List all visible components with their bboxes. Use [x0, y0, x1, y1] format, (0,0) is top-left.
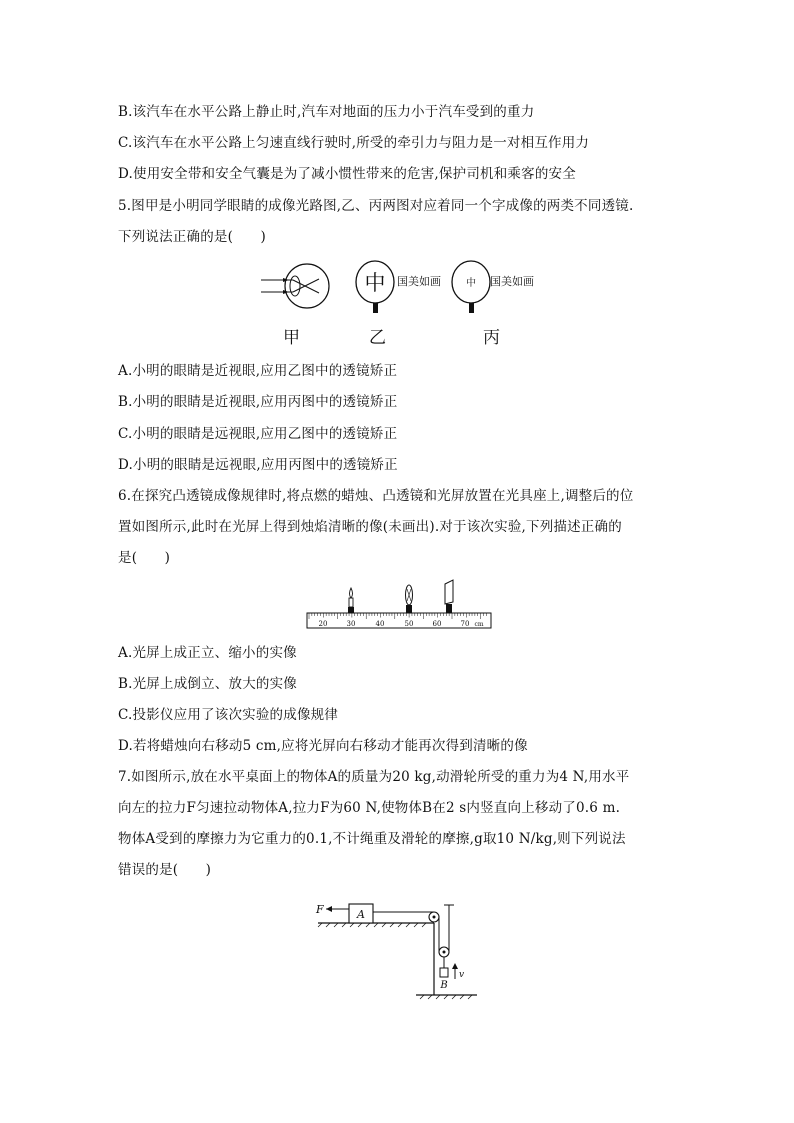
option-b-q4: B.该汽车在水平公路上静止时,汽车对地面的压力小于汽车受到的重力 — [118, 104, 535, 120]
q5-stem-2: 下列说法正确的是( ) — [118, 229, 266, 245]
label-jia: 甲 — [283, 328, 300, 348]
q6-option-d: D.若将蜡烛向右移动5 cm,应将光屏向右移动才能再次得到清晰的像 — [118, 738, 528, 754]
eye-diagram — [261, 264, 329, 308]
lens-bing — [452, 261, 534, 313]
lens-yi-text: 国美如画 — [397, 275, 441, 288]
light-screen — [445, 580, 453, 613]
velocity-label: v — [459, 970, 465, 980]
q6-optical-bench — [305, 578, 495, 634]
q7-pulley-figure — [312, 895, 487, 1007]
block-b-label: B — [440, 980, 448, 991]
lens-bing-text: 国美如画 — [490, 275, 534, 288]
q7-stem-3: 物体A受到的摩擦力为它重力的0.1,不计绳重及滑轮的摩擦,g取10 N/kg,则下列说法 — [118, 831, 626, 847]
q6-stem-3: 是( ) — [118, 550, 171, 566]
q6-option-c: C.投影仪应用了该次实验的成像规律 — [118, 707, 339, 723]
q7-stem-2: 向左的拉力F匀速拉动物体A,拉力F为60 N,使物体B在2 s内竖直向上移动了0.6 m. — [118, 800, 621, 816]
block-a-label: A — [357, 908, 365, 921]
q7-stem-4: 错误的是( ) — [118, 862, 212, 878]
q7-stem-1: 7.如图所示,放在水平桌面上的物体A的质量为20 kg,动滑轮所受的重力为4 N,用水平 — [118, 769, 630, 785]
q6-option-a: A.光屏上成正立、缩小的实像 — [118, 645, 297, 661]
q6-stem-2: 置如图所示,此时在光屏上得到烛焰清晰的像(未画出).对于该次实验,下列描述正确的 — [118, 519, 622, 535]
label-bing: 丙 — [483, 328, 500, 348]
option-d-q4: D.使用安全带和安全气囊是为了减小惯性带来的危害,保护司机和乘客的安全 — [118, 166, 576, 182]
q5-option-b: B.小明的眼睛是近视眼,应用丙图中的透镜矫正 — [118, 394, 398, 410]
q6-option-b: B.光屏上成倒立、放大的实像 — [118, 676, 298, 692]
convex-lens — [406, 585, 413, 613]
q5-option-c: C.小明的眼睛是远视眼,应用乙图中的透镜矫正 — [118, 426, 398, 442]
force-label: F — [316, 903, 324, 916]
q6-stem-1: 6.在探究凸透镜成像规律时,将点燃的蜡烛、凸透镜和光屏放置在光具座上,调整后的位 — [118, 488, 634, 504]
option-c-q4: C.该汽车在水平公路上匀速直线行驶时,所受的牵引力与阻力是一对相互作用力 — [118, 135, 590, 151]
tick-label-70: 70 — [460, 620, 470, 628]
tick-label-20: 20 — [318, 620, 328, 628]
unit-label: cm — [474, 621, 484, 628]
candle — [348, 588, 354, 613]
tick-label-40: 40 — [375, 620, 385, 628]
q5-stem-1: 5.图甲是小明同学眼睛的成像光路图,乙、丙两图对应着同一个字成像的两类不同透镜. — [118, 198, 634, 214]
tick-label-50: 50 — [404, 620, 414, 628]
q5-option-d: D.小明的眼睛是远视眼,应用丙图中的透镜矫正 — [118, 457, 398, 473]
q5-option-a: A.小明的眼睛是近视眼,应用乙图中的透镜矫正 — [118, 363, 398, 379]
q5-figure — [255, 255, 555, 350]
tick-label-60: 60 — [432, 620, 442, 628]
lens-yi — [356, 261, 441, 313]
label-yi: 乙 — [369, 328, 386, 348]
tick-label-30: 30 — [346, 620, 356, 628]
lens-yi-char: 中 — [364, 271, 386, 295]
lens-bing-char: 中 — [466, 278, 476, 289]
block-b — [440, 968, 448, 977]
